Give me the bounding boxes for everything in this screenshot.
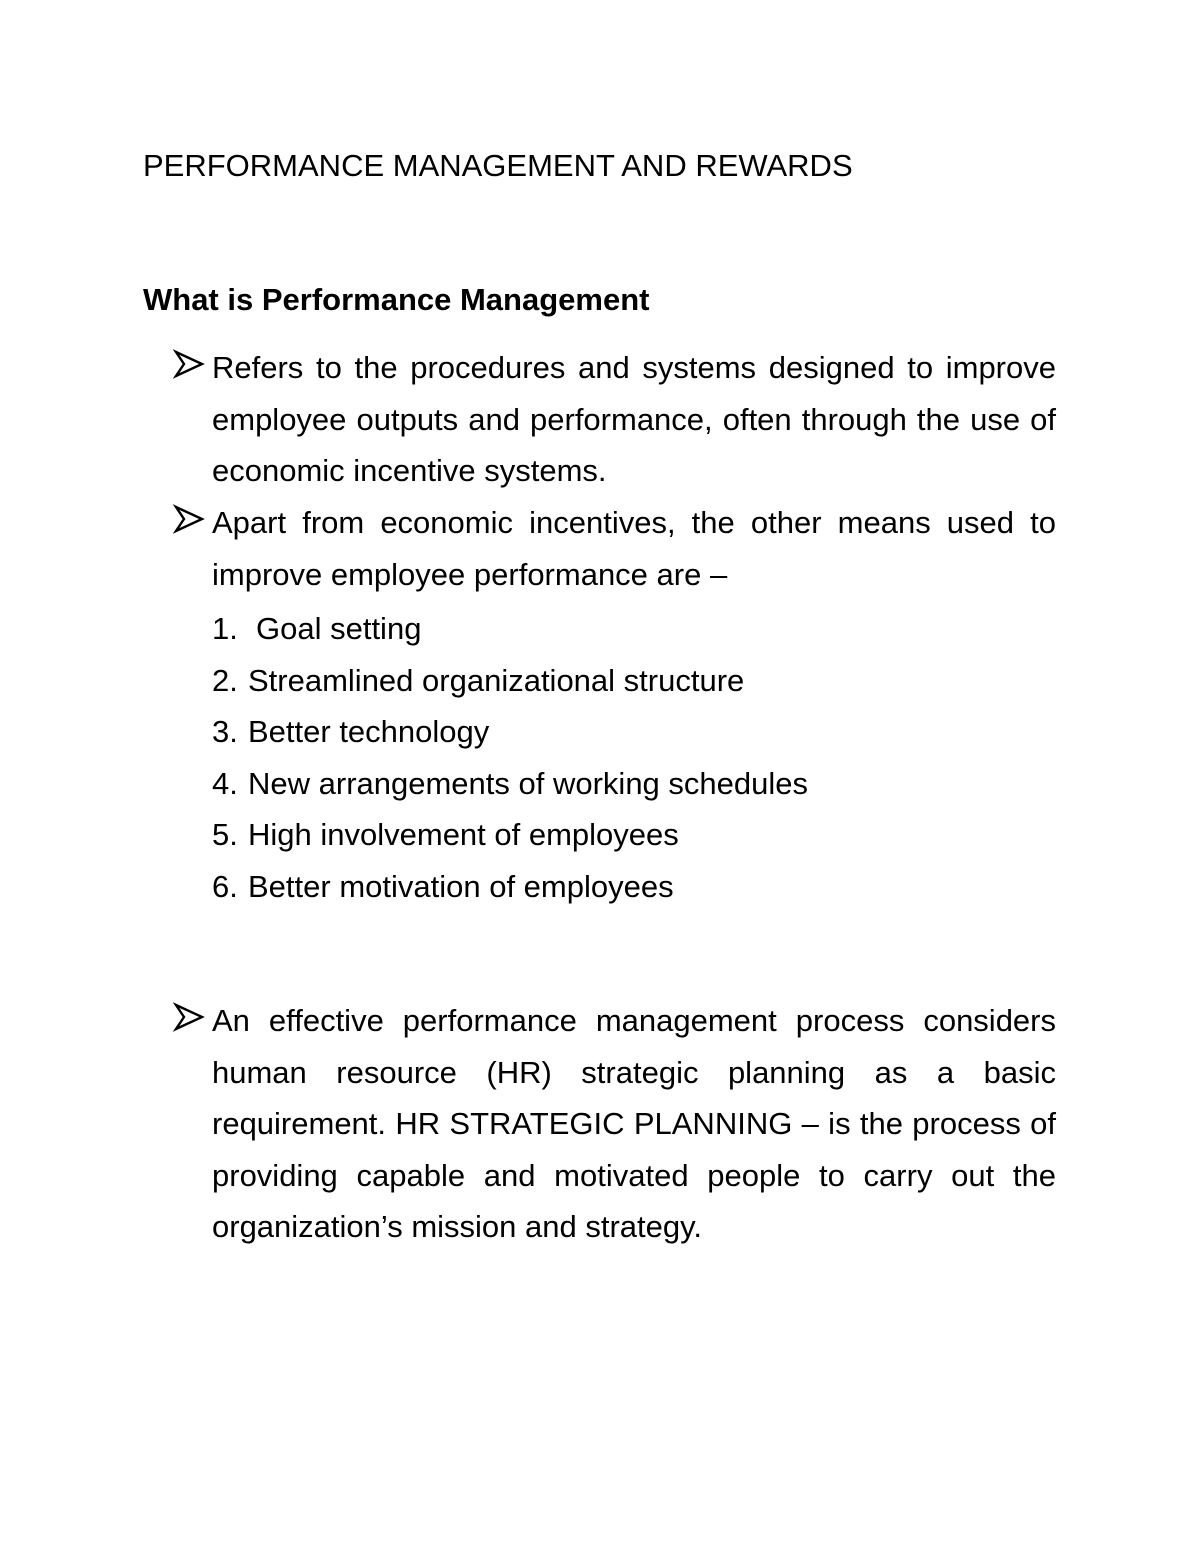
document-title: PERFORMANCE MANAGEMENT AND REWARDS bbox=[143, 148, 853, 183]
list-number: 3. bbox=[212, 714, 238, 749]
arrow-bullet-icon bbox=[172, 349, 206, 379]
list-item bbox=[212, 809, 808, 861]
arrow-bullet-icon bbox=[172, 504, 206, 534]
list-number: 6. bbox=[212, 868, 238, 904]
list-number: 1. bbox=[212, 611, 238, 646]
list-item bbox=[212, 655, 808, 707]
bullet-item bbox=[172, 995, 1056, 1253]
list-item-text: High involvement of employees bbox=[248, 817, 679, 852]
bullet-text: Apart from economic incentives, the other means used to improve employee performance are – bbox=[212, 505, 1056, 592]
list-number: 4. bbox=[212, 765, 238, 801]
list-item-text: Streamlined organizational structure bbox=[248, 662, 745, 698]
list-item bbox=[212, 603, 808, 655]
list-item bbox=[212, 861, 808, 913]
list-number: 2. bbox=[212, 662, 238, 698]
list-item bbox=[212, 706, 808, 758]
list-item-text: New arrangements of working schedules bbox=[248, 765, 808, 801]
section-heading: What is Performance Management bbox=[143, 282, 650, 317]
bullet-item bbox=[172, 342, 1056, 497]
bullet-item bbox=[172, 497, 1056, 600]
numbered-list bbox=[212, 603, 808, 912]
list-item-text: Goal setting bbox=[256, 611, 422, 646]
list-item-text: Better technology bbox=[248, 714, 490, 749]
list-number: 5. bbox=[212, 817, 238, 852]
list-item bbox=[212, 758, 808, 810]
list-item-text: Better motivation of employees bbox=[248, 868, 674, 904]
bullet-text: An effective performance management process considers human resource (HR) strategic planning as a basic requirement. HR STRATEGIC PLANNING – is the process of providing capable and motivated people to carry out the organization’s mission and strategy. bbox=[212, 1003, 1056, 1244]
bullet-text: Refers to the procedures and systems designed to improve employee outputs and performance, often through the use of economic incentive systems. bbox=[212, 350, 1056, 488]
arrow-bullet-icon bbox=[172, 1002, 206, 1032]
